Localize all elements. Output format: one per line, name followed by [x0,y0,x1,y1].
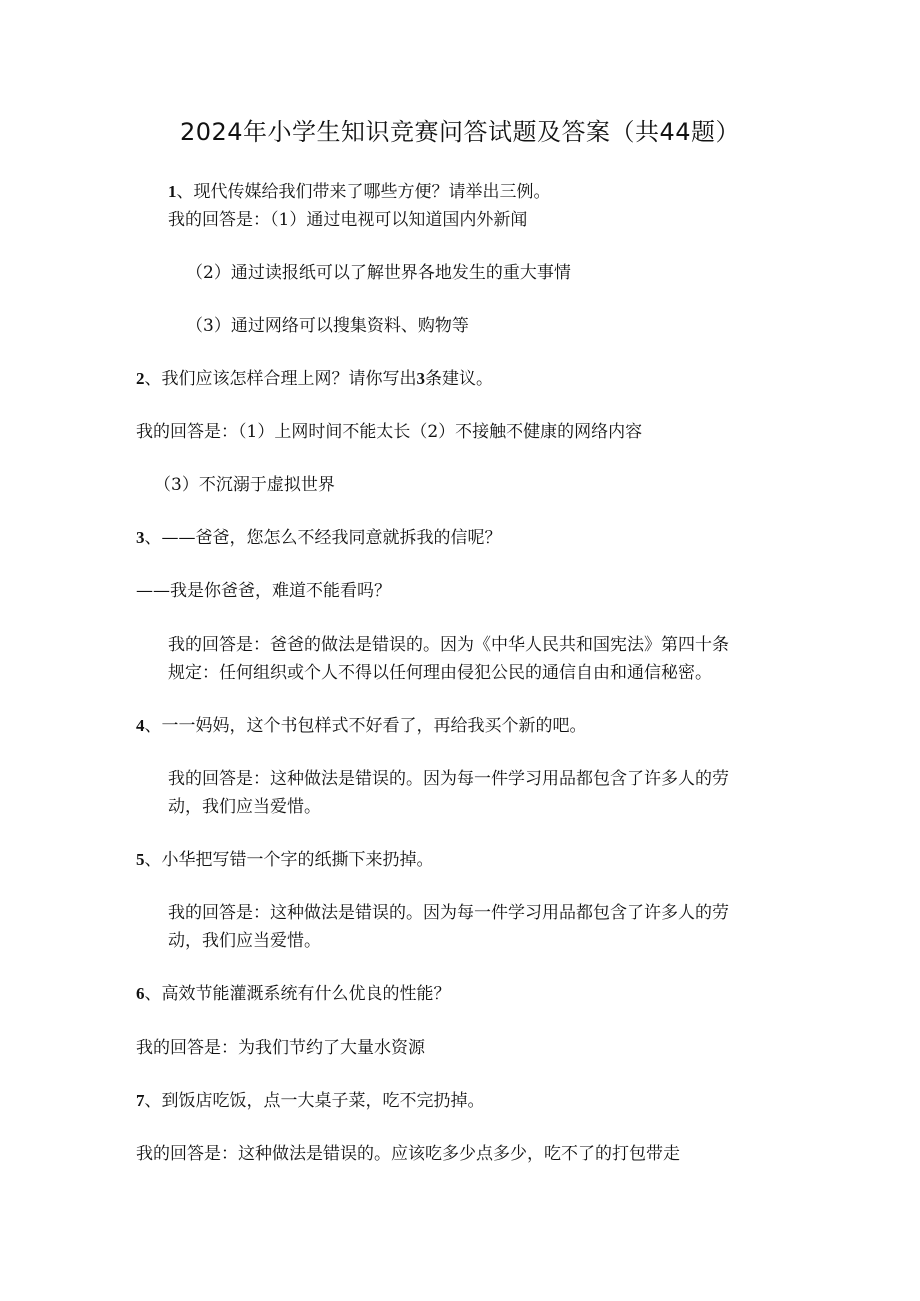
question-text: 、小华把写错一个字的纸撕下来扔掉。 [144,850,434,870]
question-4 [136,712,587,740]
answer-2-line-1: 我的回答是：（1）上网时间不能太长（2）不接触不健康的网络内容 [136,422,643,442]
question-number: 3 [136,528,145,547]
answer-1-line-1: 我的回答是：（1）通过电视可以知道国内外新闻 [168,210,528,230]
question-number: 5 [136,850,145,869]
answer-7-line-1: 我的回答是：这种做法是错误的。应该吃多少点多少，吃不了的打包带走 [136,1144,680,1164]
question-3 [136,524,502,552]
question-text-a: 、我们应该怎样合理上网？请你写出 [144,369,417,389]
answer-4-line-2: 动，我们应当爱惜。 [168,797,321,817]
answer-3-line-1: 我的回答是：爸爸的做法是错误的。因为《中华人民共和国宪法》第四十条 [168,635,729,655]
question-number: 7 [136,1091,145,1110]
question-text: 、到饭店吃饭，点一大桌子菜，吃不完扔掉。 [144,1091,485,1111]
question-2 [136,365,493,393]
question-text: 、高效节能灌溉系统有什么优良的性能？ [144,984,451,1004]
answer-1-line-2: （2）通过读报纸可以了解世界各地发生的重大事情 [186,263,571,283]
answer-1-line-3: （3）通过网络可以搜集资料、购物等 [186,316,469,336]
answer-3-line-2: 规定：任何组织或个人不得以任何理由侵犯公民的通信自由和通信秘密。 [168,663,712,683]
answer-4-line-1: 我的回答是：这种做法是错误的。因为每一件学习用品都包含了许多人的劳 [168,769,729,789]
question-text-b: 条建议。 [425,369,493,389]
question-number: 2 [136,369,145,388]
question-number: 4 [136,716,145,735]
question-text: 、现代传媒给我们带来了哪些方便？请举出三例。 [176,182,551,202]
question-3-reply: ——我是你爸爸，难道不能看吗？ [136,581,391,601]
question-text: 、一一妈妈，这个书包样式不好看了，再给我买个新的吧。 [144,716,587,736]
question-5 [136,846,434,874]
answer-6-line-1: 我的回答是：为我们节约了大量水资源 [136,1038,425,1058]
question-number: 6 [136,984,145,1003]
document-title: 2024年小学生知识竞赛问答试题及答案（共44题） [179,118,741,146]
answer-2-line-2: （3）不沉溺于虚拟世界 [154,475,335,495]
question-7 [136,1087,485,1115]
answer-5-line-2: 动，我们应当爱惜。 [168,931,321,951]
question-text-bold: 3 [416,369,425,388]
question-text: 、——爸爸，您怎么不经我同意就拆我的信呢？ [144,528,502,548]
question-6 [136,980,451,1008]
question-1 [168,178,551,206]
question-number: 1 [168,182,177,201]
answer-5-line-1: 我的回答是：这种做法是错误的。因为每一件学习用品都包含了许多人的劳 [168,903,729,923]
